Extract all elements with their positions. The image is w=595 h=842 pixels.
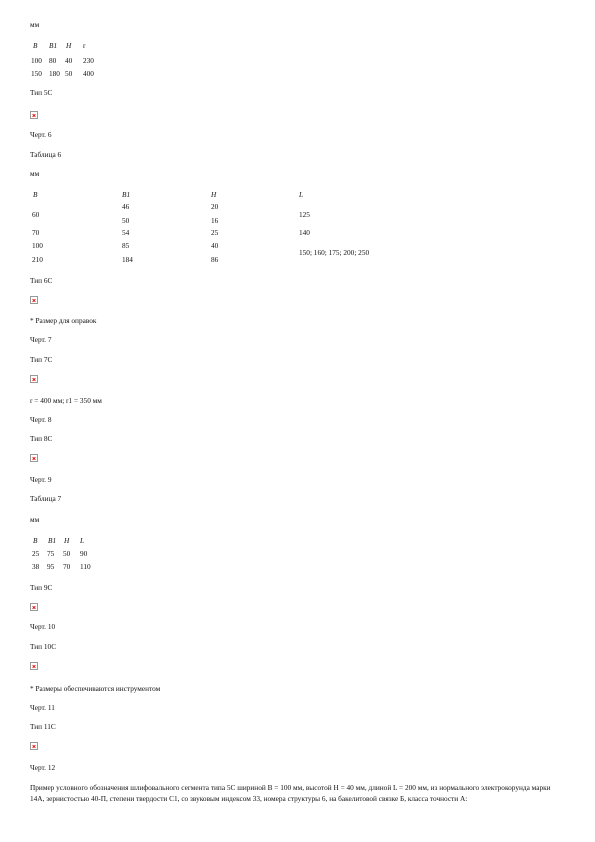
t6-b1-cell: 50: [122, 216, 130, 225]
chart-8-caption: Черт. 8: [30, 415, 52, 424]
chart-6-caption: Черт. 6: [30, 130, 52, 139]
top-header-r: r: [83, 41, 86, 50]
top-cell: 80: [49, 56, 57, 65]
t7-header-h: H: [64, 536, 70, 545]
t7-cell: 38: [32, 562, 40, 571]
top-cell: 40: [65, 56, 73, 65]
broken-image-icon: [30, 742, 38, 750]
t7-header-b: B: [33, 536, 38, 545]
top-cell: 50: [65, 69, 73, 78]
type-8c-heading: Тип 8С: [30, 434, 53, 443]
t7-cell: 90: [80, 549, 88, 558]
t6-l-cell: 140: [299, 228, 310, 237]
table6-caption: Таблица 6: [30, 150, 62, 159]
t6-h-cell: 40: [211, 241, 219, 250]
t7-cell: 95: [47, 562, 55, 571]
t6-b1-cell: 54: [122, 228, 130, 237]
t6-header-l: L: [299, 190, 304, 199]
t6-l-cell: 150; 160; 175; 200; 250: [299, 248, 370, 257]
table7-caption: Таблица 7: [30, 494, 62, 503]
chart-9-caption: Черт. 9: [30, 475, 52, 484]
footnote-tool: * Размеры обеспечиваются инструментом: [30, 684, 161, 693]
t6-b1-cell: 184: [122, 255, 133, 264]
broken-image-icon: [30, 296, 38, 304]
broken-image-icon: [30, 375, 38, 383]
t6-b-cell: 100: [32, 241, 43, 250]
footnote-mandrel: * Размер для оправок: [30, 316, 97, 325]
type-6c-heading: Тип 6С: [30, 276, 53, 285]
t6-h-cell: 16: [211, 216, 219, 225]
t6-b-cell: 70: [32, 228, 40, 237]
t7-cell: 50: [63, 549, 71, 558]
type-10c-heading: Тип 10С: [30, 642, 57, 651]
t6-b-cell: 60: [32, 210, 40, 219]
broken-image-icon: [30, 603, 38, 611]
chart-10-caption: Черт. 10: [30, 622, 56, 631]
top-header-b1: B1: [49, 41, 58, 50]
chart-12-caption: Черт. 12: [30, 763, 56, 772]
broken-image-icon: [30, 454, 38, 462]
top-cell: 230: [83, 56, 94, 65]
t6-header-b: B: [33, 190, 38, 199]
t6-h-cell: 86: [211, 255, 219, 264]
t7-cell: 70: [63, 562, 71, 571]
top-cell: 100: [31, 56, 42, 65]
t7-cell: 25: [32, 549, 40, 558]
radius-note: r = 400 мм; r1 = 350 мм: [30, 396, 102, 405]
example-paragraph: Пример условного обозначения шлифовального сегмента типа 5С шириной B = 100 мм, высотой H = 40 мм, длиной L = 200 мм, из нормального электрокорунда марки 14А, зернистостью 40-П, степени твердости С1, со звуковым индексом 33, номера структуры 6, на бакелитовой связке Б, класса точности А:: [30, 783, 551, 803]
t6-b-cell: 210: [32, 255, 43, 264]
table7-unit: мм: [30, 515, 40, 524]
t6-header-h: H: [211, 190, 217, 199]
top-cell: 150: [31, 69, 42, 78]
top-cell: 400: [83, 69, 94, 78]
t6-b1-cell: 85: [122, 241, 130, 250]
t6-header-b1: B1: [122, 190, 131, 199]
type-5c-heading: Тип 5С: [30, 88, 53, 97]
t6-h-cell: 20: [211, 202, 219, 211]
chart-7-caption: Черт. 7: [30, 335, 52, 344]
t7-header-l: L: [80, 536, 85, 545]
t6-h-cell: 25: [211, 228, 219, 237]
table6-unit: мм: [30, 169, 40, 178]
t7-cell: 75: [47, 549, 55, 558]
type-11c-heading: Тип 11С: [30, 722, 56, 731]
t7-header-b1: B1: [48, 536, 57, 545]
unit-label-top: мм: [30, 20, 40, 29]
top-header-h: H: [66, 41, 72, 50]
t6-b1-cell: 46: [122, 202, 130, 211]
type-9c-heading: Тип 9С: [30, 583, 53, 592]
top-cell: 180: [49, 69, 60, 78]
broken-image-icon: [30, 662, 38, 670]
top-header-b: B: [33, 41, 38, 50]
broken-image-icon: [30, 111, 38, 119]
chart-11-caption: Черт. 11: [30, 703, 55, 712]
t6-l-cell: 125: [299, 210, 310, 219]
type-7c-heading: Тип 7С: [30, 355, 53, 364]
t7-cell: 110: [80, 562, 91, 571]
